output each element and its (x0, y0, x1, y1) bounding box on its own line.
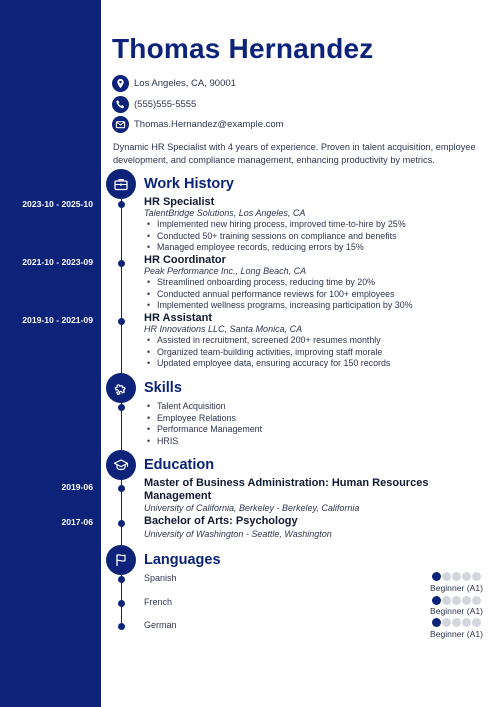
timeline-dot (118, 623, 125, 630)
job-bullet: • Updated employee data, ensuring accuracy for 150 records (147, 358, 390, 370)
language-name: German (144, 620, 177, 630)
section-title-education: Education (144, 457, 215, 473)
job-bullet: • Assisted in recruitment, screened 200+ resumes monthly (147, 335, 390, 347)
rating-dot (462, 618, 471, 627)
rating-dot (442, 618, 451, 627)
job-bullet: • Organized team-building activities, improving staff morale (147, 347, 390, 359)
envelope-icon (112, 116, 129, 133)
language-level: Beginner (A1) (429, 583, 483, 593)
school-name: University of California, Berkeley - Berkeley, California (144, 503, 360, 513)
degree-title: Bachelor of Arts: Psychology (144, 515, 298, 527)
language-level: Beginner (A1) (429, 606, 483, 616)
education-date: 2019-06 (61, 482, 93, 492)
timeline-dot (118, 485, 125, 492)
contact-email (112, 115, 284, 133)
job-bullet: • Implemented new hiring process, improved time-to-hire by 25% (147, 219, 406, 231)
skill-item: • Employee Relations (147, 413, 262, 425)
rating-dot (442, 596, 451, 605)
phone-icon (112, 96, 129, 113)
rating-dot (432, 618, 441, 627)
map-pin-icon (112, 75, 129, 92)
job-company: Peak Performance Inc., Long Beach, CA (144, 266, 307, 276)
location-text: Los Angeles, CA, 90001 (134, 77, 236, 89)
job-bullets (147, 277, 413, 312)
language-rating (432, 596, 481, 605)
candidate-name: Thomas Hernandez (112, 33, 374, 64)
job-bullet: • Conducted annual performance reviews for 100+ employees (147, 289, 413, 301)
rating-dot (442, 572, 451, 581)
job-bullet: • Streamlined onboarding process, reducing time by 20% (147, 277, 413, 289)
phone-text: (555)555-5555 (134, 98, 197, 110)
email-link[interactable]: Thomas.Hernandez@example.com (134, 118, 284, 130)
rating-dot (452, 618, 461, 627)
school-name: University of Washington - Seattle, Washington (144, 529, 332, 539)
job-dates: 2019-10 - 2021-09 (22, 315, 93, 325)
section-title-languages: Languages (144, 552, 221, 568)
skill-item: • Performance Management (147, 424, 262, 436)
job-dates: 2021-10 - 2023-09 (22, 257, 93, 267)
rating-dot (432, 596, 441, 605)
job-bullets (147, 335, 390, 370)
job-bullet: • Managed employee records, reducing errors by 15% (147, 242, 406, 254)
rating-dot (452, 572, 461, 581)
job-dates: 2023-10 - 2025-10 (22, 199, 93, 209)
timeline-dot (118, 318, 125, 325)
job-title: HR Specialist (144, 196, 215, 208)
job-title: HR Coordinator (144, 254, 226, 266)
section-title-work-history: Work History (144, 176, 234, 192)
degree-title: Master of Business Administration: Human Resources Management (144, 477, 429, 502)
timeline-dot (118, 404, 125, 411)
graduation-cap-icon (106, 450, 136, 480)
sidebar (0, 0, 101, 707)
timeline-dot (118, 576, 125, 583)
flag-icon (106, 545, 136, 575)
job-company: TalentBridge Solutions, Los Angeles, CA (144, 208, 306, 218)
language-name: French (144, 597, 173, 607)
contact-phone (112, 95, 196, 113)
contact-location (112, 74, 236, 92)
skill-item: • HRIS (147, 436, 262, 448)
rating-dot (472, 596, 481, 605)
job-bullet: • Implemented wellness programs, increasing participation by 30% (147, 300, 413, 312)
briefcase-icon (106, 169, 136, 199)
puzzle-icon (106, 373, 136, 403)
professional-summary: Dynamic HR Specialist with 4 years of experience. Proven in talent acquisition, employee development, and compliance management, enhancing productivity by metrics. (113, 142, 476, 165)
timeline-dot (118, 520, 125, 527)
rating-dot (432, 572, 441, 581)
rating-dot (452, 596, 461, 605)
language-rating (432, 572, 481, 581)
job-title: HR Assistant (144, 312, 213, 324)
language-level: Beginner (A1) (429, 629, 483, 639)
job-bullet: • Conducted 50+ training sessions on compliance and benefits (147, 231, 406, 243)
timeline-dot (118, 600, 125, 607)
rating-dot (472, 618, 481, 627)
skills-list (147, 401, 262, 448)
language-name: Spanish (144, 573, 177, 583)
education-date: 2017-06 (61, 517, 93, 527)
rating-dot (462, 596, 471, 605)
job-company: HR Innovations LLC, Santa Monica, CA (144, 324, 303, 334)
rating-dot (462, 572, 471, 581)
rating-dot (472, 572, 481, 581)
skill-item: • Talent Acquisition (147, 401, 262, 413)
section-title-skills: Skills (144, 380, 182, 396)
timeline-dot (118, 260, 125, 267)
timeline-dot (118, 201, 125, 208)
language-rating (432, 618, 481, 627)
job-bullets (147, 219, 406, 254)
